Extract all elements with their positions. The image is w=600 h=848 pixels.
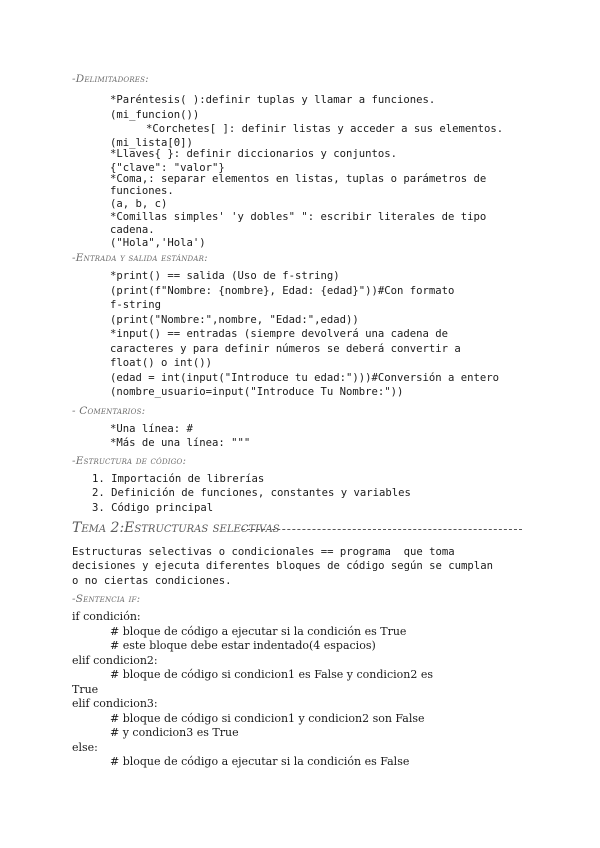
io-line-4: (print("Nombre:",nombre, "Edad:",edad)) — [110, 314, 359, 326]
if-line-11: # bloque de código a ejecutar si la condición es False — [110, 755, 410, 768]
delim-line-4: (mi_lista[0]) — [110, 137, 193, 149]
if-line-7: elif condicion3: — [72, 697, 158, 710]
if-line-1: if condición: — [72, 610, 141, 623]
io-line-8: (edad = int(input("Introduce tu edad:")))#Conversión a entero — [110, 372, 500, 384]
if-line-9: # y condicion3 es True — [110, 726, 239, 739]
heading-comentarios: - Comentarios: — [72, 405, 146, 417]
if-line-6: True — [72, 683, 99, 696]
heading-delimitadores: -Delimitadores: — [72, 73, 149, 85]
if-line-4: elif condicion2: — [72, 654, 158, 667]
io-line-9: (nombre_usuario=input("Introduce Tu Nombre:")) — [110, 386, 404, 398]
delim-line-2: (mi_funcion()) — [110, 109, 200, 121]
estructura-item-2: 2. Definición de funciones, constantes y variables — [92, 487, 411, 499]
delim-line-3: *Corchetes[ ]: definir listas y acceder a sus elementos. — [146, 123, 504, 135]
delim-line-12: ("Hola",'Hola') — [110, 237, 206, 249]
io-line-6: caracteres y para definir números se deberá convertir a — [110, 343, 461, 355]
delim-line-11: cadena. — [110, 224, 155, 236]
tema2-intro-1: Estructuras selectivas o condicionales == programa que toma — [72, 546, 455, 558]
io-line-1: *print() == salida (Uso de f-string) — [110, 270, 340, 282]
tema2-title: Tema 2:Estructuras selectivas — [72, 520, 280, 536]
io-line-3: f-string — [110, 299, 162, 311]
delim-line-10: *Comillas simples' 'y dobles" ": escribir literales de tipo — [110, 211, 487, 223]
comment-line-2: *Más de una línea: """ — [110, 437, 251, 449]
if-line-5: # bloque de código si condicion1 es False y condicion2 es — [110, 668, 433, 681]
heading-estructura: -Estructura de código: — [72, 455, 187, 467]
delim-line-1: *Paréntesis( ):definir tuplas y llamar a funciones. — [110, 94, 436, 106]
comment-line-1: *Una línea: # — [110, 423, 193, 435]
delim-line-7: *Coma,: separar elementos en listas, tuplas o parámetros de — [110, 173, 487, 185]
heading-entrada-salida: -Entrada y salida estándar: — [72, 252, 208, 264]
if-line-10: else: — [72, 741, 98, 754]
io-line-7: float() o int()) — [110, 357, 213, 369]
io-line-2: (print(f"Nombre: {nombre}, Edad: {edad}"))#Con formato — [110, 285, 455, 297]
delim-line-9: (a, b, c) — [110, 198, 168, 210]
if-line-3: # este bloque debe estar indentado(4 espacios) — [110, 639, 376, 652]
tema2-intro-2: decisiones y ejecuta diferentes bloques de código según se cumplan — [72, 560, 493, 572]
if-line-2: # bloque de código a ejecutar si la condición es True — [110, 625, 407, 638]
estructura-item-1: 1. Importación de librerías — [92, 473, 265, 485]
if-line-8: # bloque de código si condicion1 y condicion2 son False — [110, 712, 425, 725]
tema2-intro-3: o no ciertas condiciones. — [72, 575, 232, 587]
heading-sentencia-if: -Sentencia if: — [72, 593, 141, 605]
title-dashed-rule — [242, 529, 522, 530]
io-line-5: *input() == entradas (siempre devolverá una cadena de — [110, 328, 449, 340]
delim-line-6: {"clave": "valor"} — [110, 162, 225, 174]
delim-line-5: *Llaves{ }: definir diccionarios y conjuntos. — [110, 148, 398, 160]
delim-line-8: funciones. — [110, 185, 174, 197]
estructura-item-3: 3. Código principal — [92, 502, 214, 514]
